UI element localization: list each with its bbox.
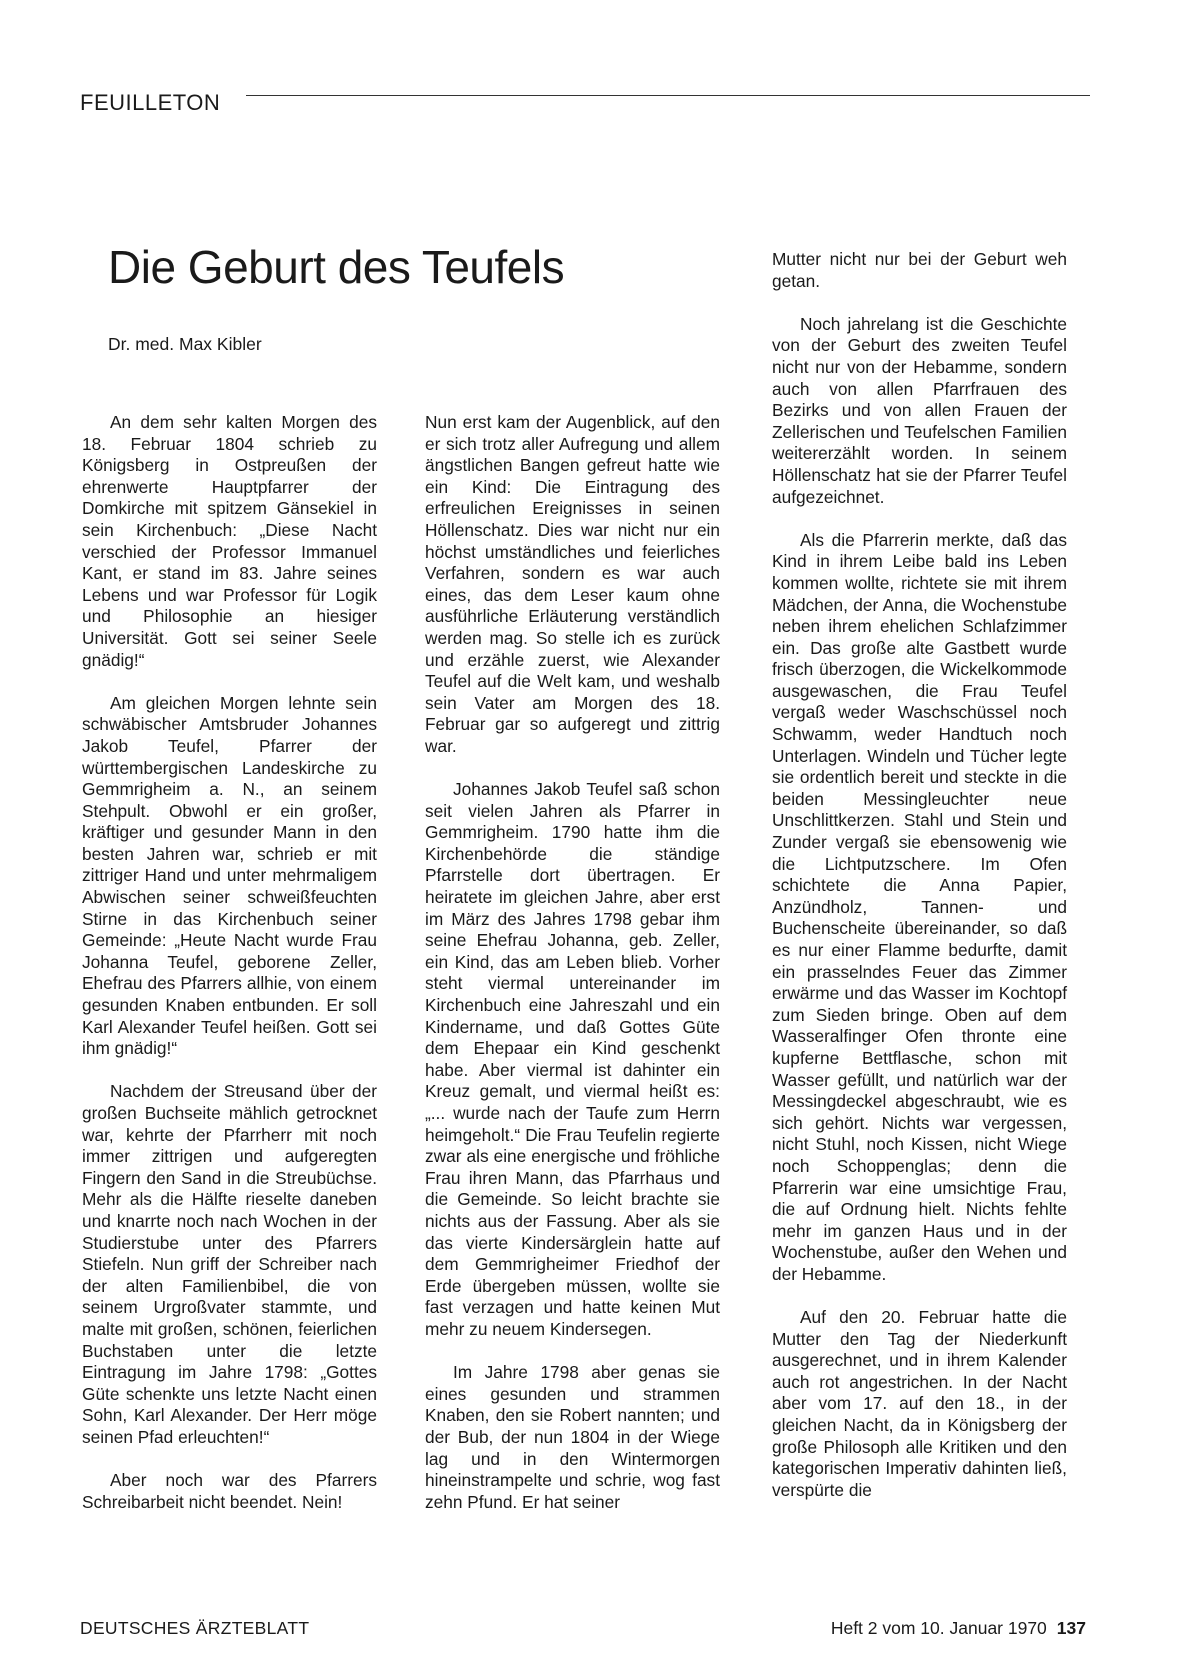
page-number: 137 <box>1056 1618 1086 1638</box>
footer-issue <box>831 1618 1086 1639</box>
section-rule <box>246 95 1090 96</box>
paragraph: Johannes Jakob Teufel saß schon seit vielen Jahren als Pfarrer in Gemmrigheim. 1790 hatte ihm die Kirchenbehörde die ständige Pfarrstelle dort übertragen. Er heiratete im gleichen Jahre, aber erst im März des Jahres 1798 gebar ihm seine Ehefrau Johanna, geb. Zeller, ein Kind, das am Leben blieb. Vorher steht viermal untereinander im Kirchenbuch eine Jahreszahl und ein Kindername, und daß Gottes Güte dem Ehepaar ein Kind geschenkt habe. Aber viermal ist dahinter ein Kreuz gemalt, und viermal heißt es: „... wurde nach der Taufe zum Herrn heimgeholt.“ Die Frau Teufelin regierte zwar als eine energische und fröhliche Frau ihren Mann, das Pfarrhaus und die Gemeinde. So leicht brachte sie nichts aus der Fassung. Aber als sie das vierte Kindersärglein hatte auf dem Gemmrigheimer Friedhof der Erde übergeben müssen, wollte sie fast verzagen und hatte keinen Mut mehr zu neuem Kindersegen. <box>425 779 720 1339</box>
paragraph: Am gleichen Morgen lehnte sein schwäbischer Amtsbruder Johannes Jakob Teufel, Pfarrer der württembergischen Landeskirche zu Gemmrigheim a. N., an seinem Stehpult. Obwohl er ein großer, kräftiger und gesunder Mann in den besten Jahren war, schrieb er mit zittriger Hand und unter mehrmaligem Abwischen seiner schweißfeuchten Stirne in das Kirchenbuch seiner Gemeinde: „Heute Nacht wurde Frau Johanna Teufel, geborene Zeller, Ehefrau des Pfarrers allhie, von einem gesunden Knaben entbunden. Er soll Karl Alexander Teufel heißen. Gott sei ihm gnädig!“ <box>82 692 377 1059</box>
paragraph: Nun erst kam der Augenblick, auf den er sich trotz aller Aufregung und allem ängstlichen Bangen gefreut hatte wie ein Kind: Die Eintragung des erfreulichen Ereignisses in seinen Höllenschatz. Dies war nicht nur ein höchst umständliches und feierliches Verfahren, sondern es war auch eines, das dem Leser kaum ohne ausführliche Erläuterung verständlich werden mag. So stelle ich es zurück und erzähle zuerst, wie Alexander Teufel auf die Welt kam, und weshalb sein Vater am Morgen des 18. Februar gar so aufgeregt und zittrig war. <box>425 412 720 756</box>
footer-issue-text: Heft 2 vom 10. Januar 1970 <box>830 1618 1047 1638</box>
paragraph: Nachdem der Streusand über der großen Buchseite mählich getrocknet war, kehrte der Pfarrherr mit noch immer zittrigen und aufgeregten Fingern den Sand in die Streubüchse. Mehr als die Hälfte rieselte daneben und knarrte noch nach Wochen in der Studierstube unter des Pfarrers Stiefeln. Nun griff der Schreiber nach der alten Familienbibel, die von seinem Urgroßvater stammte, und malte mit großen, schönen, feierlichen Buchstaben unter die letzte Eintragung im Jahre 1798: „Gottes Güte schenkte uns letzte Nacht einen Sohn, Karl Alexander. Der Herr möge seinen Pfad erleuchten!“ <box>82 1081 377 1447</box>
text-column-3 <box>772 249 1067 1523</box>
paragraph: Mutter nicht nur bei der Geburt weh getan. <box>772 249 1067 291</box>
paragraph: Im Jahre 1798 aber genas sie eines gesunden und strammen Knaben, den sie Robert nannten; und der Bub, der nun 1804 in der Wiege lag und in den Wintermorgen hineinstrampelte und schrie, wog fast zehn Pfund. Er hat seiner <box>425 1362 720 1512</box>
article-author: Dr. med. Max Kibler <box>108 334 262 354</box>
paragraph: Auf den 20. Februar hatte die Mutter den Tag der Niederkunft ausgerechnet, und in ihrem Kalender auch rot angestrichen. In der Nacht aber vom 17. auf den 18., in der gleichen Nacht, da in Königsberg der große Philosoph alle Kritiken und den kategorischen Imperativ dahinten ließ, verspürte die <box>772 1307 1067 1500</box>
paragraph: Aber noch war des Pfarrers Schreibarbeit nicht beendet. Nein! <box>82 1470 377 1512</box>
article-title: Die Geburt des Teufels <box>108 241 565 293</box>
footer-journal: DEUTSCHES ÄRZTEBLATT <box>80 1618 310 1638</box>
section-label: FEUILLETON <box>80 90 221 115</box>
paragraph: Noch jahrelang ist die Geschichte von der Geburt des zweiten Teufel nicht nur von der Hebamme, sondern auch von allen Pfarrfrauen des Bezirks und von allen Frauen der Zellerischen und Teufelschen Familien weitererzählt worden. In seinem Höllenschatz hat sie der Pfarrer Teufel aufgezeichnet. <box>772 313 1067 507</box>
text-column-1 <box>82 412 377 1535</box>
paragraph: Als die Pfarrerin merkte, daß das Kind in ihrem Leibe bald ins Leben kommen wollte, richtete sie mit ihrem Mädchen, der Anna, die Wochenstube neben ihrem ehelichen Schlafzimmer ein. Das große alte Gastbett wurde frisch überzogen, die Wickelkommode ausgewaschen, die Frau Teufel vergaß weder Waschschüssel noch Schwamm, weder Handtuch noch Unterlagen. Windeln und Tücher legte sie ordentlich bereit und steckte in die beiden Messingleuchter neue Unschlittkerzen. Stahl und Stein und Zunder vergaß sie ebensowenig wie die Lichtputzschere. Im Ofen schichtete die Anna Papier, Anzündholz, Tannen- und Buchenscheite übereinander, so daß es nur einer Flamme bedurfte, damit ein prasselndes Feuer das Zimmer erwärme und das Wasser im Kochtopf zum Sieden bringe. Oben auf dem Wasseralfinger Ofen thronte eine kupferne Bettflasche, schon mit Wasser gefüllt, und natürlich war der Messingdeckel abgeschraubt, wie es sich gehört. Nichts war vergessen, nicht Stuhl, noch Kissen, nicht Wiege noch Schoppenglas; denn die Pfarrerin war eine umsichtige Frau, die auf Ordnung hielt. Nichts fehlte mehr im ganzen Haus und in der Wochenstube, außer den Wehen und der Hebamme. <box>772 529 1067 1284</box>
paragraph: An dem sehr kalten Morgen des 18. Februar 1804 schrieb zu Königsberg in Ostpreußen der ehrenwerte Hauptpfarrer der Domkirche mit spitzem Gänsekiel in sein Kirchenbuch: „Diese Nacht verschied der Professor Immanuel Kant, er stand im 83. Jahre seines Lebens und war Professor für Logik und Philosophie an hiesiger Universität. Gott sei seiner Seele gnädig!“ <box>82 412 377 670</box>
text-column-2 <box>425 412 720 1535</box>
